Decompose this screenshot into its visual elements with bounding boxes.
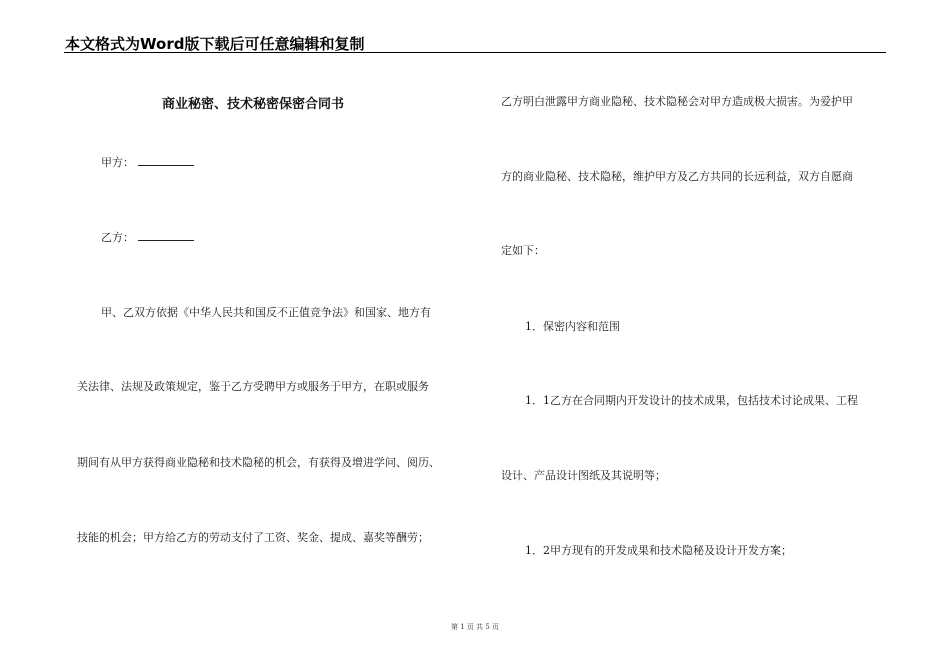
- right-text-line: 1．1乙方在合同期内开发设计的技术成果，包括技术讨论成果、工程: [525, 394, 858, 407]
- party-a-label: 甲方：: [101, 156, 134, 169]
- left-text-line: 甲、乙双方依据《中华人民共和国反不正值竞争法》和国家、地方有: [101, 306, 431, 319]
- download-notice-header: 本文格式为Word版下载后可任意编辑和复制: [65, 35, 365, 53]
- left-text-line: 期间有从甲方获得商业隐秘和技术隐秘的机会，有获得及增进学问、阅历、: [77, 456, 440, 469]
- right-text-line: 1．2甲方现有的开发成果和技术隐秘及设计开发方案；: [525, 544, 792, 557]
- right-text-line: 乙方明白泄露甲方商业隐秘、技术隐秘会对甲方造成极大损害。为爱护甲: [501, 95, 853, 108]
- party-b-blank: [138, 231, 194, 241]
- right-text-line: 定如下：: [501, 244, 545, 257]
- right-text-line: 设计、产品设计图纸及其说明等；: [501, 469, 666, 482]
- page-number: 第 1 页 共 5 页: [450, 623, 500, 631]
- left-text-line: 关法律、法规及政策规定，鉴于乙方受聘甲方或服务于甲方，在职或服务: [77, 380, 429, 393]
- party-b-line: [101, 229, 194, 245]
- header-divider: [64, 52, 886, 53]
- party-b-label: 乙方：: [101, 231, 134, 244]
- party-a-line: [101, 154, 194, 170]
- contract-title: 商业秘密、技术秘密保密合同书: [162, 97, 345, 112]
- section-heading: 1．保密内容和范围: [525, 320, 620, 333]
- left-text-line: 技能的机会；甲方给乙方的劳动支付了工资、奖金、提成、嘉奖等酬劳；: [77, 531, 429, 544]
- party-a-blank: [138, 156, 194, 166]
- right-text-line: 方的商业隐秘、技术隐秘，维护甲方及乙方共同的长远利益，双方自愿商: [501, 170, 853, 183]
